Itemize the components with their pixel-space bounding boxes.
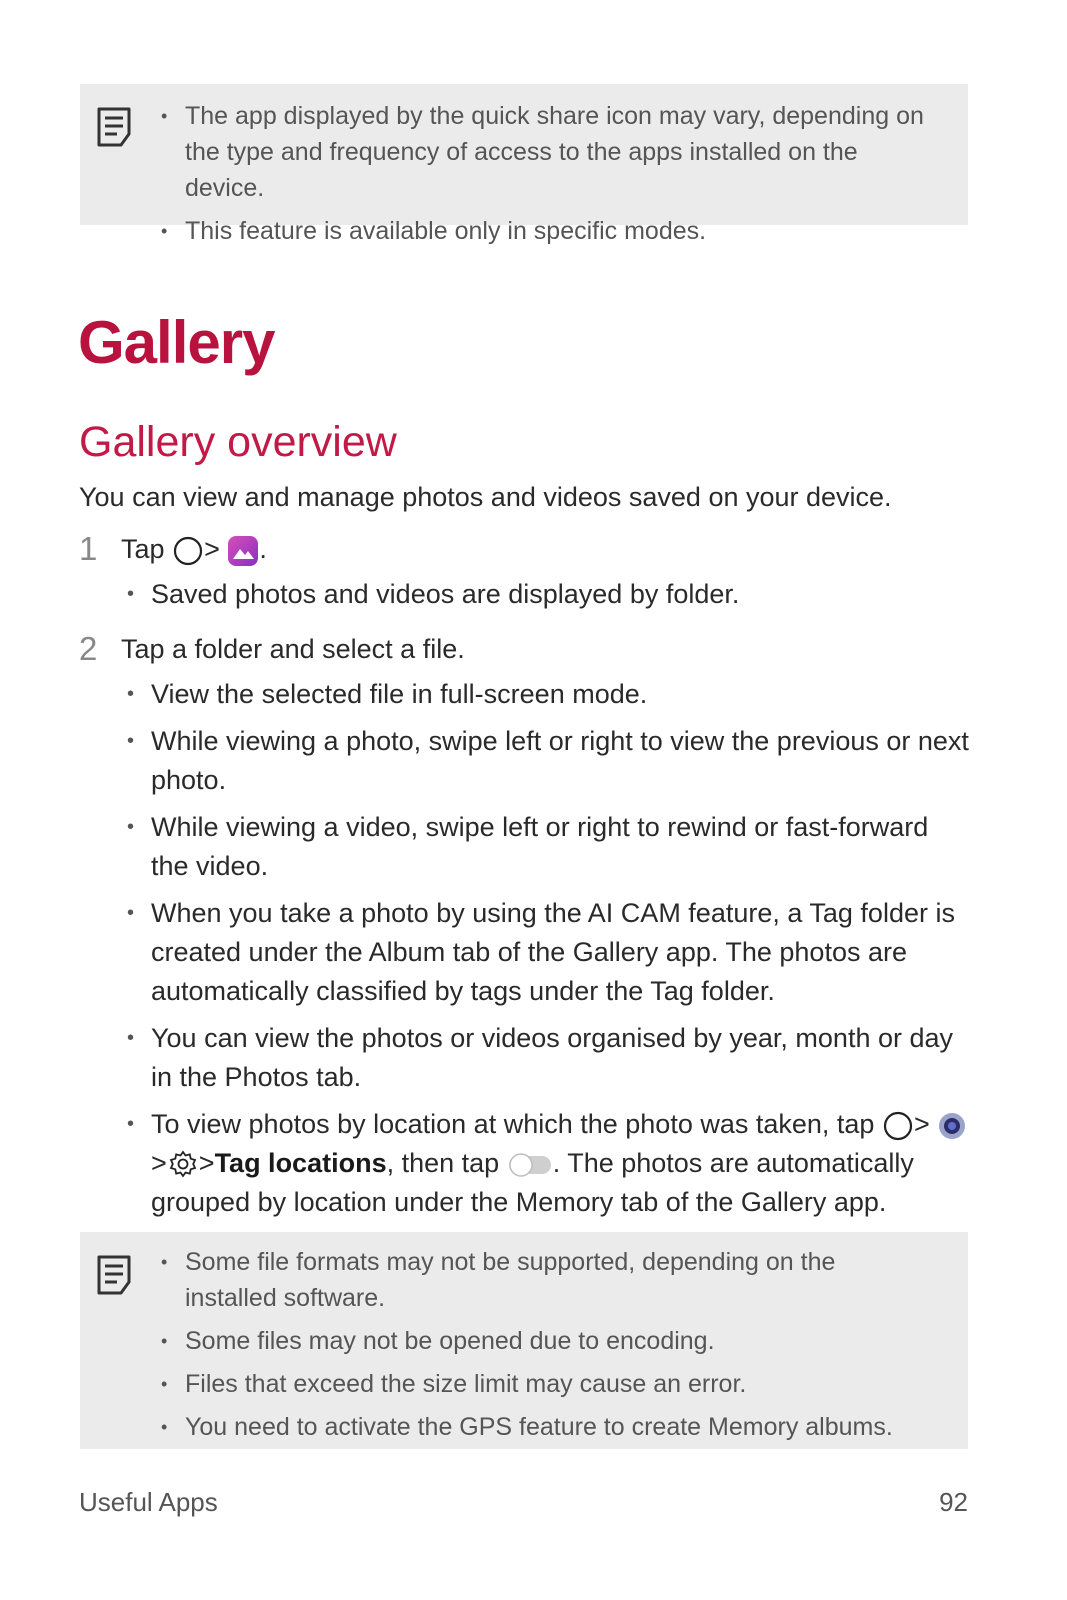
bullet-text: . The photos are automatically grouped by location under the Memory tab of the Gallery app.	[151, 1148, 914, 1217]
bullet-item-location	[151, 1105, 969, 1222]
bullet-item: • While viewing a video, swipe left or right to rewind or fast-forward the video.	[151, 808, 969, 886]
home-circle-icon	[882, 1110, 914, 1142]
note-item: • Some file formats may not be supported, depending on the installed software.	[185, 1244, 928, 1316]
section-intro: You can view and manage photos and videos saved on your device.	[79, 482, 892, 512]
note-item: • Files that exceed the size limit may cause an error.	[185, 1366, 928, 1402]
step-2-bullets	[151, 675, 969, 1230]
step-text-part: .	[259, 534, 267, 564]
step-number: 1	[79, 530, 98, 567]
step-text	[121, 530, 267, 568]
section-title: Gallery overview	[79, 418, 397, 466]
bullet-separator: >	[198, 1148, 215, 1178]
gallery-app-icon	[227, 535, 259, 567]
bullet-item: • When you take a photo by using the AI CAM feature, a Tag folder is created under the Album tab of the Gallery app. The photos are automatically classified by tags under the Tag folder.	[151, 894, 969, 1011]
home-circle-icon	[172, 535, 204, 567]
step-text-part: Tap	[121, 534, 165, 564]
bullet-separator: >	[913, 1109, 930, 1139]
bullet-item: • You can view the photos or videos organised by year, month or day in the Photos tab.	[151, 1019, 969, 1097]
bullet-item: • While viewing a photo, swipe left or right to view the previous or next photo.	[151, 722, 969, 800]
footer-section-name: Useful Apps	[79, 1487, 218, 1517]
note-box-top	[80, 84, 968, 245]
note-item: • The app displayed by the quick share icon may vary, depending on the type and frequency of access to the apps installed on the device.	[185, 98, 928, 206]
bullet-separator: >	[151, 1148, 167, 1178]
note-item: • You need to activate the GPS feature to create Memory albums.	[185, 1409, 928, 1445]
note-icon	[96, 106, 132, 148]
page-number: 92	[939, 1487, 968, 1517]
bullet-item: • View the selected file in full-screen mode.	[151, 675, 969, 714]
note-item: • Some files may not be opened due to encoding.	[185, 1323, 928, 1359]
bullet-text: , then tap	[386, 1148, 500, 1178]
note-icon	[96, 1254, 132, 1296]
toggle-switch-icon	[507, 1151, 553, 1179]
settings-gear-icon	[167, 1149, 199, 1181]
step-number: 2	[79, 630, 98, 667]
tag-locations-label: Tag locations	[214, 1148, 387, 1178]
step-text: Tap a folder and select a file.	[121, 634, 465, 664]
note-box-bottom	[80, 1232, 968, 1449]
camera-app-icon	[937, 1111, 967, 1141]
page-title: Gallery	[78, 309, 275, 376]
note-item: • This feature is available only in specific modes.	[185, 213, 928, 249]
bullet-text: To view photos by location at which the photo was taken, tap	[151, 1109, 875, 1139]
step-text-separator: >	[204, 534, 220, 564]
bullet-item: • Saved photos and videos are displayed by folder.	[151, 575, 969, 614]
step-1-bullets	[151, 575, 969, 622]
